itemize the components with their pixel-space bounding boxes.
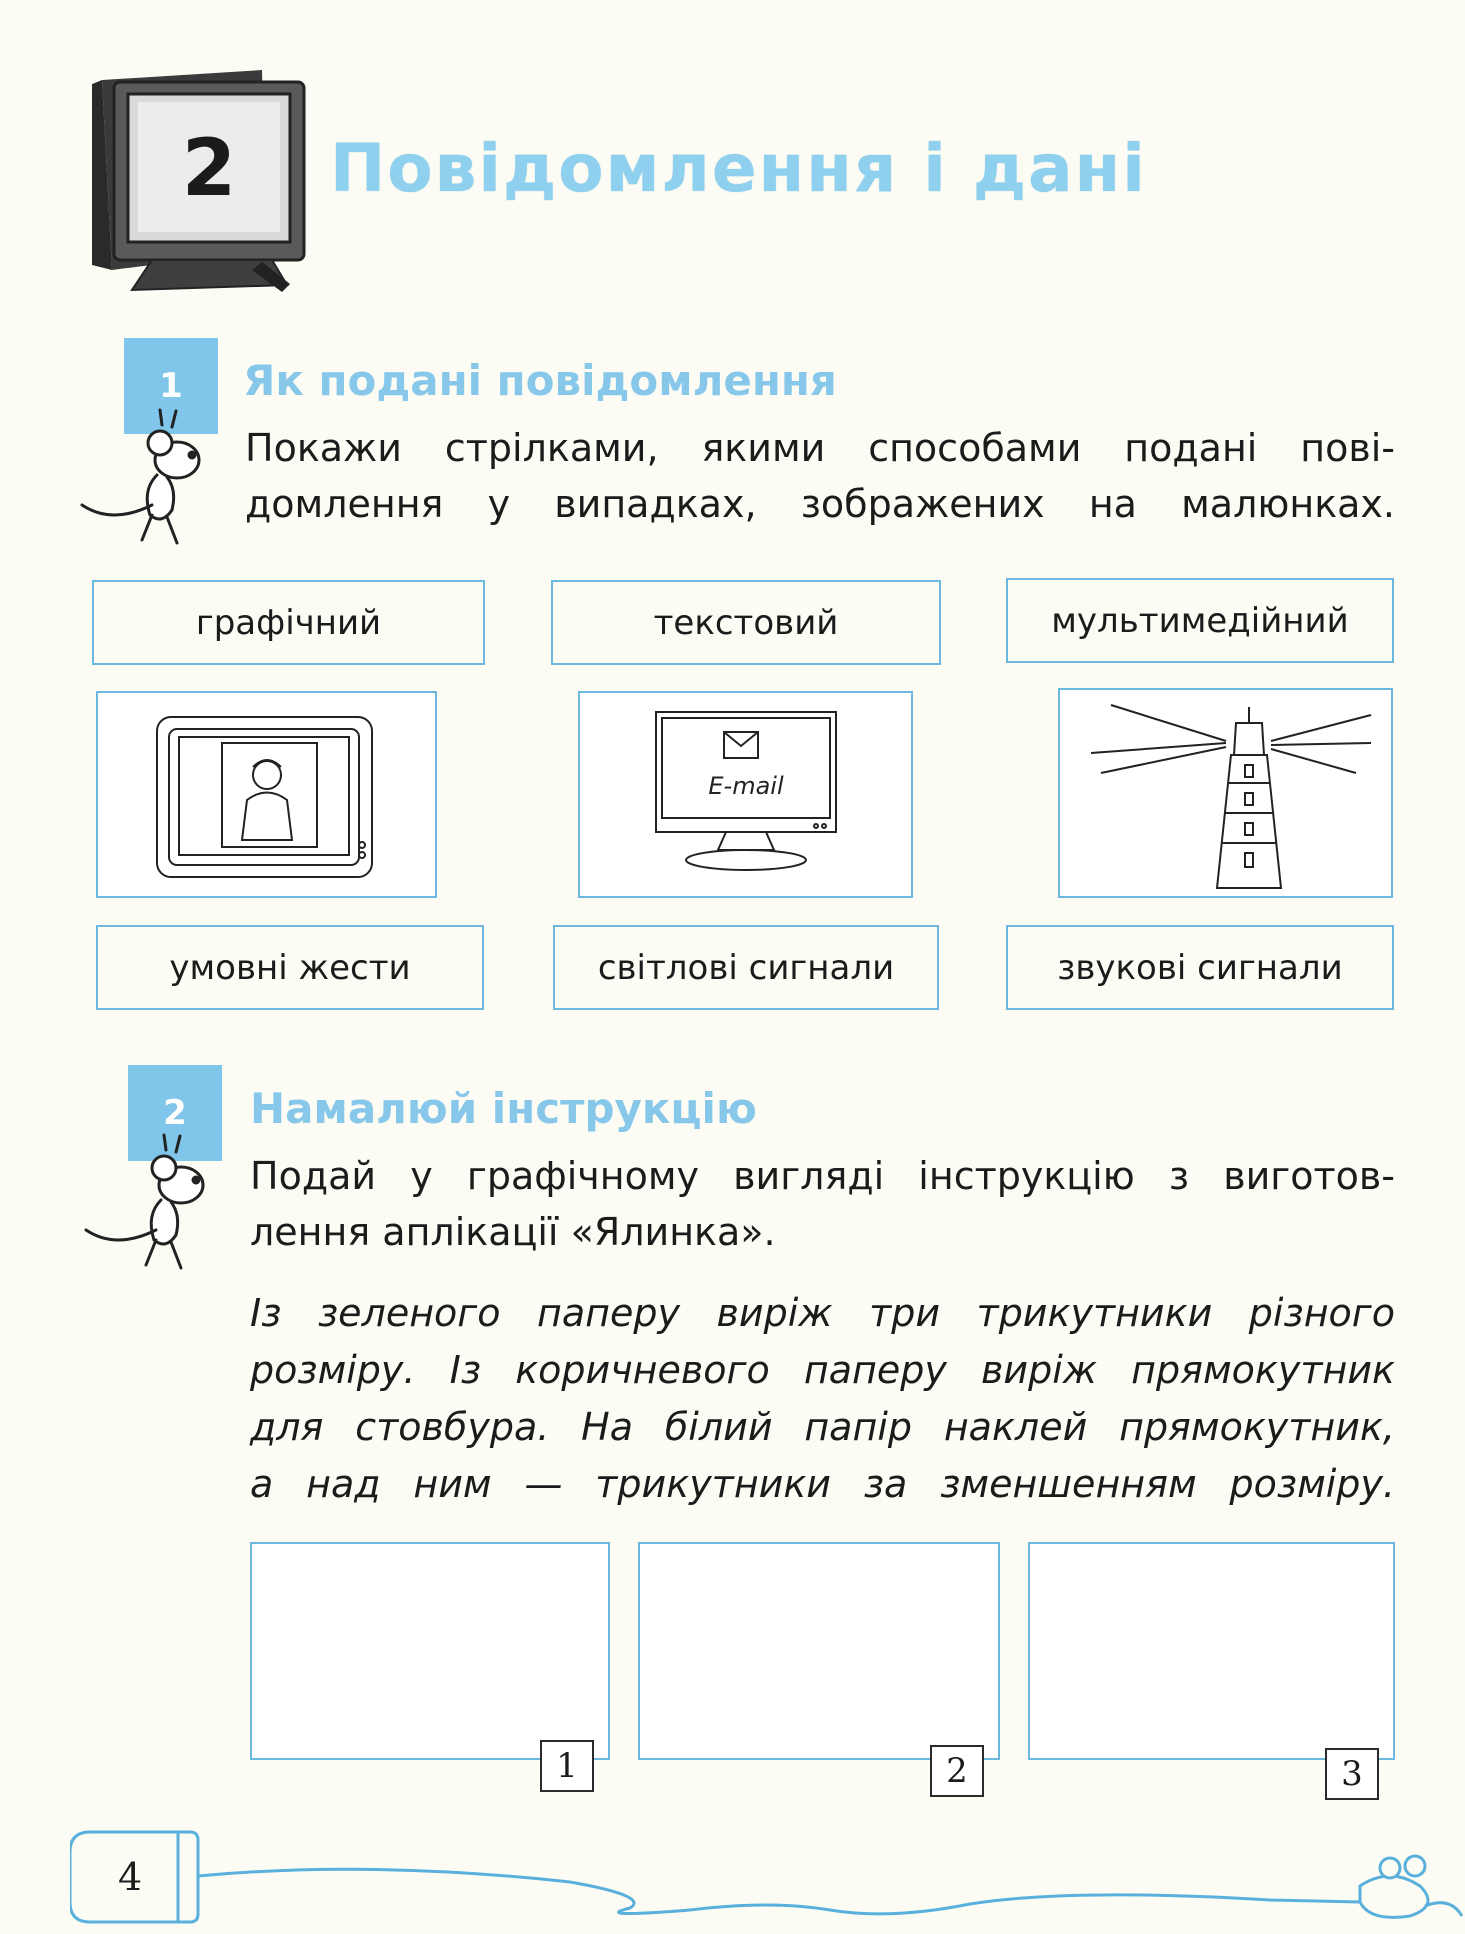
picture-lighthouse-box[interactable]: [1058, 688, 1393, 898]
label-conventional-gestures[interactable]: умовні жести: [96, 925, 484, 1010]
label-sound-signals[interactable]: звукові сигнали: [1006, 925, 1394, 1010]
page-number: 4: [118, 1855, 143, 1899]
italic-line: розміру. Із коричневого паперу виріж прямокутник: [250, 1348, 1395, 1392]
mouse-mascot-icon: [72, 405, 222, 555]
task-2-instructions: [250, 1148, 1395, 1260]
drawing-area-2[interactable]: [638, 1542, 1000, 1760]
lighthouse-icon: [1071, 693, 1381, 893]
chapter-title: Повідомлення і дані: [330, 130, 1147, 207]
task-1-instructions: [245, 420, 1395, 532]
task-1-text-line: Покажи стрілками, якими способами подані пові-: [245, 426, 1395, 470]
drawing-area-number: 3: [1325, 1748, 1379, 1800]
task-2-number-badge: 2: [128, 1065, 222, 1161]
drawing-area-number: 1: [540, 1740, 594, 1792]
email-caption: E-mail: [707, 771, 784, 800]
drawing-area-3[interactable]: [1028, 1542, 1395, 1760]
email-monitor-icon: [636, 700, 856, 890]
italic-line: а над ним — трикутники за зменшенням розміру.: [250, 1462, 1395, 1506]
label-light-signals[interactable]: світлові сигнали: [553, 925, 939, 1010]
task-1-text-line: домлення у випадках, зображених на малюнках.: [245, 482, 1395, 526]
tv-with-girl-icon: [147, 705, 387, 885]
task-2-text-line: Подай у графічному вигляді інструкцію з виготов-: [250, 1154, 1395, 1198]
task-2-title: Намалюй інструкцію: [250, 1084, 757, 1133]
task-2-text-line: лення аплікації «Ялинка».: [250, 1210, 776, 1254]
drawing-area-number: 2: [930, 1745, 984, 1797]
label-graphic[interactable]: графічний: [92, 580, 485, 665]
italic-line: для стовбура. На білий папір наклей прямокутник,: [250, 1405, 1395, 1449]
label-text[interactable]: текстовий: [551, 580, 941, 665]
italic-line: Із зеленого паперу виріж три трикутники різного: [250, 1291, 1395, 1335]
drawing-area-1[interactable]: [250, 1542, 610, 1760]
label-multimedia[interactable]: мультимедійний: [1006, 578, 1394, 663]
chapter-number: 2: [181, 124, 237, 214]
picture-email-box[interactable]: [578, 691, 913, 898]
task-1-title: Як подані повідомлення: [243, 356, 837, 405]
task-1-number-badge: 1: [124, 338, 218, 434]
task-2-italic-instructions: [250, 1285, 1395, 1513]
picture-tv-box[interactable]: [96, 691, 437, 898]
footer-decoration: [70, 1826, 1465, 1930]
mouse-mascot-icon: [76, 1130, 226, 1280]
chapter-monitor-icon: [92, 70, 312, 300]
